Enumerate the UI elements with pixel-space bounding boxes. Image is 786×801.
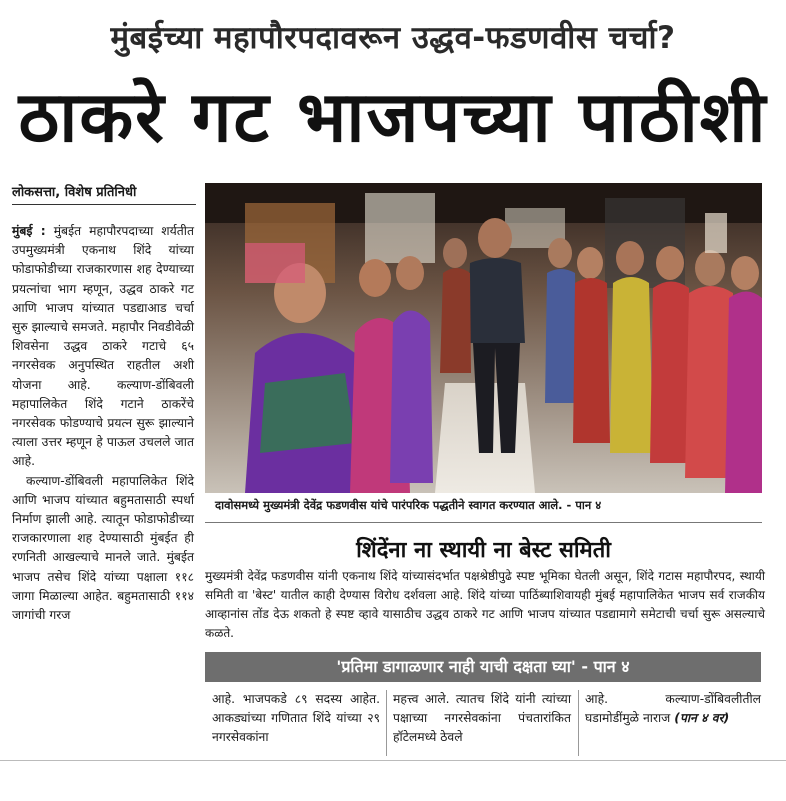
photo-caption: दावोसमध्ये मुख्यमंत्री देवेंद्र फडणवीस यांचे पारंपरिक पद्धतीने स्वागत करण्यात आले. - पान ४	[215, 498, 602, 512]
main-headline: ठाकरे गट भाजपच्या पाठीशी	[18, 76, 768, 158]
byline: लोकसत्ता, विशेष प्रतिनिधी	[12, 182, 196, 205]
kicker-headline: मुंबईच्या महापौरपदावरून उद्धव-फडणवीस चर्चा?	[110, 20, 676, 56]
main-story-body	[12, 222, 194, 625]
continued-reference: (पान ४ वर)	[674, 711, 730, 726]
secondary-headline: शिंदेंना ना स्थायी ना बेस्ट समिती	[356, 538, 611, 563]
bottom-column-3	[585, 690, 761, 728]
bottom-column-1: आहे. भाजपकडे ८९ सदस्य आहेत. आकड्यांच्या गणितात शिंदे यांच्या २९ नगरसेवकांना	[212, 692, 380, 745]
related-story-bar: 'प्रतिमा डागाळणार नाही याची दक्षता घ्या' - पान ४	[205, 652, 761, 682]
secondary-story-body: मुख्यमंत्री देवेंद्र फडणवीस यांनी एकनाथ शिंदे यांच्यासंदर्भात पक्षश्रेष्ठीपुढे स्पष्ट भूमिका घेतली असून, शिंदे गटास महापौरपद, स्थायी समिती वा 'बेस्ट' यातील काही देण्यास विरोध दर्शवला आहे. शिंदे यांच्या पाठिंब्याशिवायही मुंबई महापालिकेत भाजप सर्व राजकीय आव्हानांस तोंड देऊ शकतो हे स्पष्ट व्हावे यासाठीच उद्धव ठाकरे गट आणि भाजप यांच्यात पडद्यामागे समेटाची चर्चा सुरू असल्याचे कळते.	[205, 569, 765, 640]
news-photo	[205, 183, 762, 493]
column-divider	[578, 690, 579, 756]
main-story-text-2: कल्याण-डोंबिवली महापालिकेत शिंदे आणि भाजप यांच्यात बहुमतासाठी स्पर्धा निर्माण झाली आहे. त्यातून फोडाफोडीच्या राजकारणाला शह देण्यासाठी मुंबईत ही रणनिती आखल्याचे मानले जाते. मुंबईत भाजप तसेच शिंदे यांच्या पक्षाला ११८ जागा मिळाल्या आहेत. बहुमतासाठी ११४ जागांची गरज	[12, 473, 194, 623]
main-story-text: मुंबईत महापौरपदाच्या शर्यतीत उपमुख्यमंत्री एकनाथ शिंदे यांच्या फोडाफोडीच्या राजकारणास शह देण्याच्या प्रयत्नांचा भाग म्हणून, उद्धव ठाकरे गट आणि भाजप यांच्यात पडद्याआड चर्चा सुरु झाल्याचे समजते. महापौर निवडीवेळी शिवसेना उद्धव ठाकरे गटाचे ६५ नगरसेवक अनुपस्थित राहतील अशी योजना आहे. कल्याण-डोंबिवली महापालिकेत शिंदे गटाने ठाकरेंचे नगरसेवक फोडण्याचे प्रयत्न सुरू झाल्याने त्याला उत्तर म्हणून हे पाऊल उचलले जात आहे.	[12, 224, 194, 469]
photo-illustration	[205, 183, 762, 493]
dateline: मुंबई :	[12, 224, 46, 238]
divider	[205, 522, 762, 523]
column-divider	[386, 690, 387, 756]
bottom-column-3-text: आहे. कल्याण-डोंबिवलीतील घडामोडींमुळे नाराज	[585, 692, 761, 726]
page-bottom-edge	[0, 760, 786, 761]
bottom-column-2: महत्त्व आले. त्यातच शिंदे यांनी त्यांच्या पक्षाच्या नगरसेवकांना पंचतारांकित हॉटेलमध्ये ठेवले	[393, 692, 571, 745]
